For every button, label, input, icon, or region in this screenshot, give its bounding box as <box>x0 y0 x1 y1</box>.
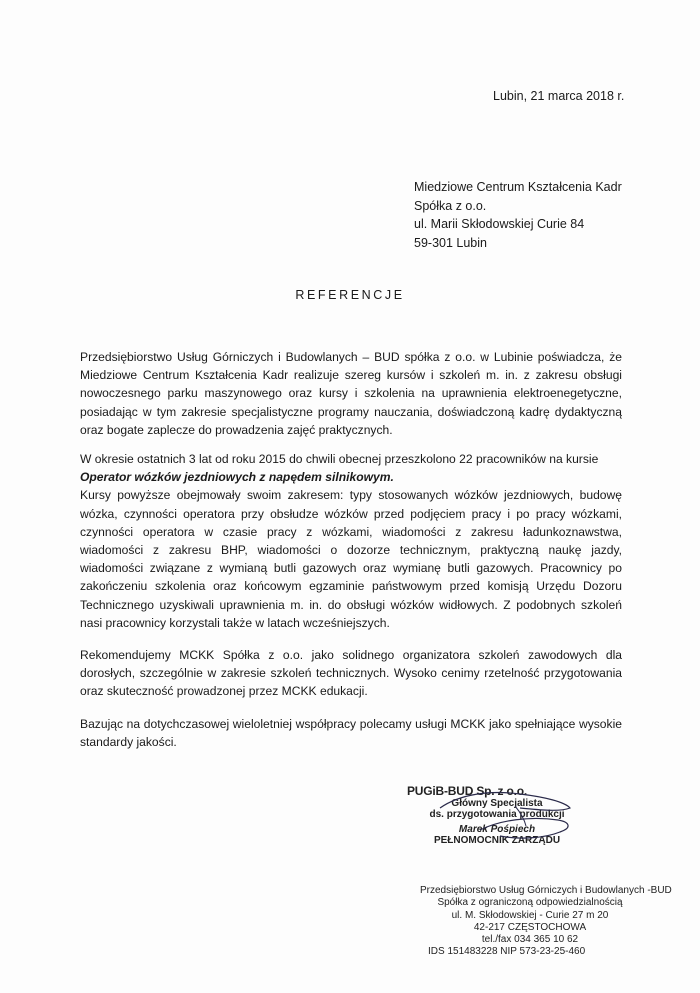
company-stamp <box>420 885 672 959</box>
stamp-company-name: PUGiB-BUD Sp. z o.o. <box>407 784 527 798</box>
recipient-line: 59-301 Lubin <box>414 235 487 250</box>
letter-body <box>80 348 622 751</box>
paragraph-4: Bazując na dotychczasowej wieloletniej współpracy polecamy usługi MCKK jako spełniające wysokie standardy jakości. <box>80 716 622 749</box>
letter-date: Lubin, 21 marca 2018 r. <box>493 89 625 103</box>
paragraph-2-body: Kursy powyższe obejmowały swoim zakresem: typy stosowanych wózków jezdniowych, budowę wózka, czynności operatora przy obsłudze wózków przed podjęciem pracy i po pracy wózkami, czynności operatora w czasie pracy z wózkami, wiadomości z zakresu ładunkoznawstwa, wiadomości z zakresu BHP, wiadomości o dozorze technicznym, praktyczną naukę jazdy, wiadomości związane z wymianą butli gazowych oraz wymianę butli gazowych. Pracownicy po zakończeniu szkolenia oraz końcowym egzaminie państwowym przed komisją Urzędu Dozoru Technicznego uzyskiwali uprawnienia m. in. do obsługi wózków widłowych. Z podobnych szkoleń nasi pracownicy korzystali także w latach wcześniejszych. <box>80 488 622 630</box>
company-stamp-line: Spółka z ograniczoną odpowiedzialnością <box>437 897 623 909</box>
company-stamp-line: IDS 151483228 NIP 573-23-25-460 <box>428 946 586 958</box>
paragraph-1: Przedsiębiorstwo Usług Górniczych i Budowlanych – BUD spółka z o.o. w Lubinie poświadcza, że Miedziowe Centrum Kształcenia Kadr realizuje szereg kursów i szkoleń m. in. z zakresu obsługi nowoczesnego parku maszynowego oraz kursy i szkolenia na uprawnienia elektroenegetyczne, posiadając w tym zakresie specjalistyczne programy nauczania, doświadczoną kadrę dydaktyczną oraz bogate zaplecze do prowadzenia zajęć praktycznych. <box>80 350 622 437</box>
company-stamp-line: Przedsiębiorstwo Usług Górniczych i Budowlanych -BUD <box>420 885 672 896</box>
paragraph-2-intro: W okresie ostatnich 3 lat od roku 2015 do chwili obecnej przeszkolono 22 pracowników na kursie <box>80 452 599 467</box>
company-stamp-line: 42-217 CZĘSTOCHOWA <box>473 921 587 933</box>
recipient-line: Spółka z o.o. <box>414 198 487 213</box>
signatory-stamp <box>407 784 587 846</box>
company-stamp-line: tel./fax 034 365 10 62 <box>481 934 579 946</box>
company-stamp-line: ul. M. Skłodowskiej - Curie 27 m 20 <box>451 909 609 921</box>
recipient-line: Miedziowe Centrum Kształcenia Kadr <box>414 180 622 194</box>
stamp-signatory-name: Marek Pośpiech <box>458 824 536 835</box>
letter-title: REFERENCJE <box>295 288 405 302</box>
recipient-address <box>414 178 622 252</box>
stamp-position-2: ds. przygotowania produkcji <box>429 809 565 820</box>
stamp-position-1: Główny Specjalista <box>451 798 543 809</box>
stamp-signatory-role: PEŁNOMOCNIK ZARZĄDU <box>433 835 561 846</box>
paragraph-3: Rekomendujemy MCKK Spółka z o.o. jako solidnego organizatora szkoleń zawodowych dla dorosłych, szczególnie w zakresie szkoleń technicznych. Wysoko cenimy rzetelność przygotowania oraz skuteczność prowadzonej przez MCKK edukacji. <box>80 648 622 699</box>
course-name: Operator wózków jezdniowych z napędem silnikowym. <box>80 470 394 485</box>
recipient-line: ul. Marii Skłodowskiej Curie 84 <box>414 217 585 231</box>
